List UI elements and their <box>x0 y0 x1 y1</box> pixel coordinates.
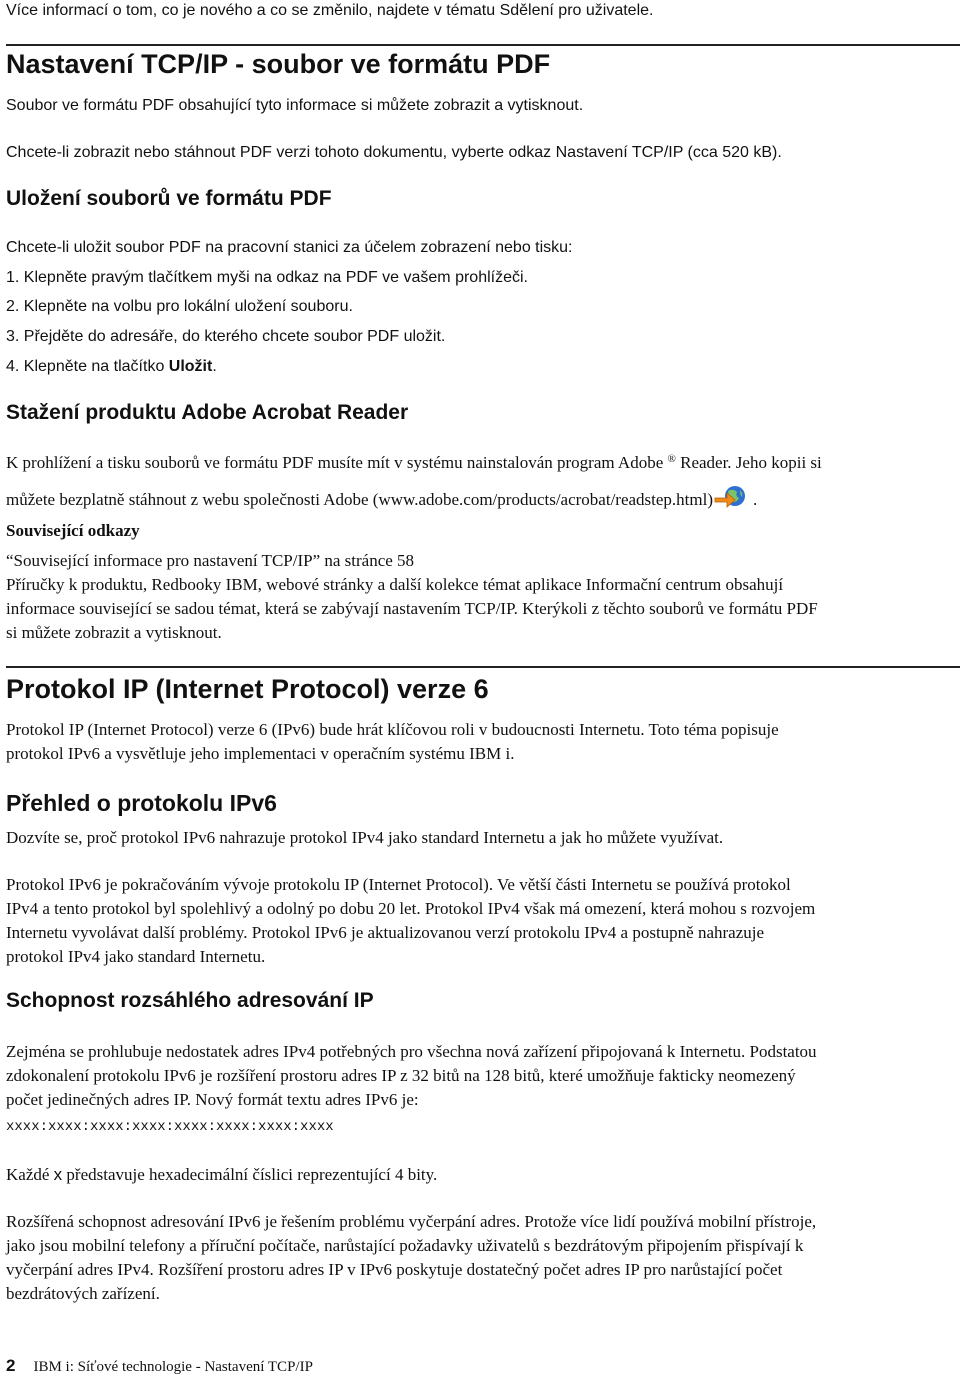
adobe-section-title: Stažení produktu Adobe Acrobat Reader <box>6 401 409 424</box>
step-text: Přejděte do adresáře, do kterého chcete soubor PDF uložit. <box>23 328 446 345</box>
addressing-more-4: bezdrátových zařízení. <box>6 1284 160 1303</box>
overview-intro: Dozvíte se, proč protokol IPv6 nahrazuje protokol IPv4 jako standard Internetu a jak ho můžete využívat. <box>6 828 724 847</box>
page-number: 2 <box>6 1356 16 1375</box>
addressing-line-3: počet jedinečných adres IP. Nový formát textu adres IPv6 je: <box>6 1090 419 1109</box>
related-line-3: si můžete zobrazit a vytisknout. <box>6 623 222 642</box>
registered-mark: ® <box>667 453 676 465</box>
step-number: 4. <box>6 358 20 375</box>
footer-text: IBM i: Síťové technologie - Nastavení TCP/IP <box>33 1359 313 1375</box>
adobe-line-2: můžete bezplatně stáhnout z webu společnosti Adobe (www.adobe.com/products/acrobat/readstep.html) . <box>6 488 757 513</box>
save-step-3 <box>6 326 445 348</box>
overview-line-2: IPv4 a tento protokol byl spolehlivý a odolný po dobu 20 let. Protokol IPv4 však má omezení, která mohou s rozvojem <box>6 899 816 918</box>
addressing-more-1: Rozšířená schopnost adresování IPv6 je řešením problému vyčerpání adres. Protože více lidí používá mobilní přístroje, <box>6 1212 817 1231</box>
save-step-2 <box>6 296 353 318</box>
x-placeholder: x <box>53 1165 63 1184</box>
save-step-1 <box>6 267 528 289</box>
addressing-more-3: vyčerpání adres IPv4. Rozšíření prostoru adres IP v IPv6 poskytuje dostatečný počet adres IP pro narůstající počet <box>6 1260 783 1279</box>
page-footer <box>6 1356 313 1376</box>
step-text: Klepněte na volbu pro lokální uložení souboru. <box>23 298 353 315</box>
addressing-line-1: Zejména se prohlubuje nedostatek adres IPv4 potřebných pro všechna nová zařízení připojovaná k Internetu. Podstatou <box>6 1042 817 1061</box>
related-info-link[interactable]: “Související informace pro nastavení TCP/IP” na stránce 58 <box>6 551 415 570</box>
ipv6-address-format: xxxx:xxxx:xxxx:xxxx:xxxx:xxxx:xxxx:xxxx <box>6 1119 334 1135</box>
related-links-title: Související odkazy <box>6 521 140 540</box>
overview-section-title: Přehled o protokolu IPv6 <box>6 790 277 816</box>
related-line-1: Příručky k produktu, Redbooky IBM, webové stránky a další kolekce témat aplikace Informační centrum obsahují <box>6 575 784 594</box>
addressing-more-2: jako jsou mobilní telefony a příruční počítače, narůstající požadavky uživatelů s bezdrátovým připojením přispívají k <box>6 1236 804 1255</box>
adobe-download-link[interactable]: můžete bezplatně stáhnout z webu společnosti Adobe (www.adobe.com/products/acrobat/readstep.html) <box>6 490 714 509</box>
pdf-section-p2: Chcete-li zobrazit nebo stáhnout PDF verzi tohoto dokumentu, vyberte odkaz Nastavení TCP/IP (cca 520 kB). <box>6 144 782 161</box>
pdf-section-p1: Soubor ve formátu PDF obsahující tyto informace si můžete zobrazit a vytisknout. <box>6 97 584 114</box>
external-link-icon[interactable] <box>713 484 749 508</box>
ipv6-line-2: protokol IPv6 a vysvětluje jeho implementaci v operačním systému IBM i. <box>6 744 515 763</box>
overview-line-1: Protokol IPv6 je pokračováním vývoje protokolu IP (Internet Protocol). Ve větší části Internetu se používá protokol <box>6 875 791 894</box>
related-line-2: informace související se sadou témat, která se zabývají nastavením TCP/IP. Kterýkoli z těchto souborů ve formátu PDF <box>6 599 818 618</box>
save-step-4: 4. Klepněte na tlačítko Uložit. <box>6 358 217 375</box>
step-text: Klepněte pravým tlačítkem myši na odkaz na PDF ve vašem prohlížeči. <box>23 269 528 286</box>
addressing-line-2: zdokonalení protokolu IPv6 je rozšíření prostoru adres IP z 32 bitů na 128 bitů, které umožňuje fakticky neomezený <box>6 1066 796 1085</box>
save-section-title: Uložení souborů ve formátu PDF <box>6 187 332 210</box>
addressing-section-title: Schopnost rozsáhlého adresování IP <box>6 989 374 1012</box>
save-section-intro: Chcete-li uložit soubor PDF na pracovní stanici za účelem zobrazení nebo tisku: <box>6 239 573 256</box>
adobe-line-1: K prohlížení a tisku souborů ve formátu PDF musíte mít v systému nainstalován program Adobe ® Reader. Jeho kopii si <box>6 453 822 472</box>
step-number: 1. <box>6 269 20 286</box>
pdf-section-title: Nastavení TCP/IP - soubor ve formátu PDF <box>6 49 551 79</box>
intro-line: Více informací o tom, co je nového a co se změnilo, najdete v tématu Sdělení pro uživatele. <box>6 2 654 19</box>
overview-line-4: protokol IPv4 jako standard Internetu. <box>6 947 266 966</box>
section-divider <box>6 44 960 46</box>
overview-line-3: Internetu vyvolávat další problémy. Protokol IPv6 je aktualizovanou verzí protokolu IPv4 a postupně nahrazuje <box>6 923 765 942</box>
ipv6-line-1: Protokol IP (Internet Protocol) verze 6 (IPv6) bude hrát klíčovou roli v budoucnosti Internetu. Toto téma popisuje <box>6 720 779 739</box>
step-number: 2. <box>6 298 20 315</box>
ipv6-section-title: Protokol IP (Internet Protocol) verze 6 <box>6 674 489 704</box>
section-divider <box>6 666 960 668</box>
step-number: 3. <box>6 328 20 345</box>
step-text: Klepněte na tlačítko <box>23 358 169 375</box>
save-button-reference: Uložit <box>168 358 213 375</box>
hex-digit-explanation: Každé x představuje hexadecimální číslici reprezentující 4 bity. <box>6 1165 438 1184</box>
